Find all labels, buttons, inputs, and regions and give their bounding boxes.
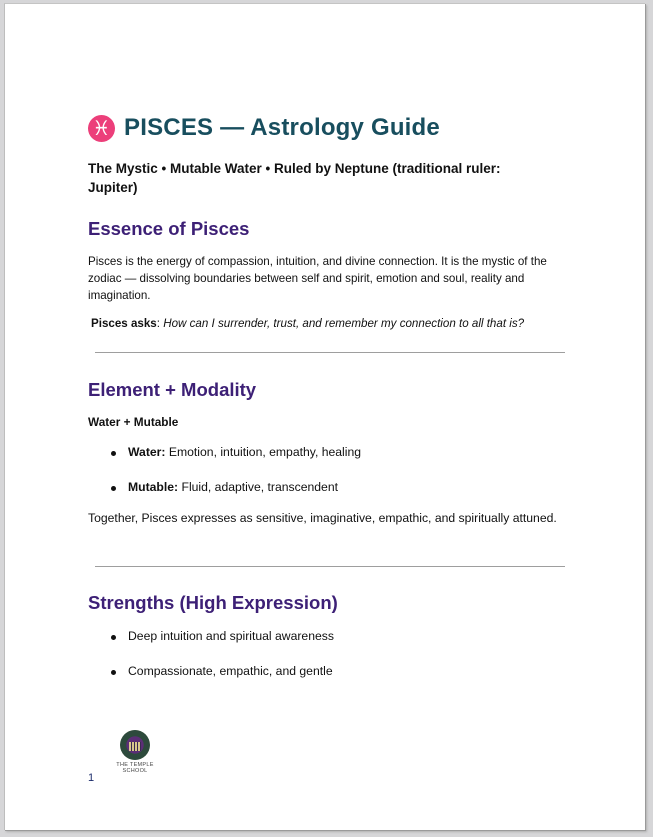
essence-paragraph: Pisces is the energy of compassion, intuition, and divine connection. It is the mystic of the zodiac — dissolving boundaries between self and spirit, emotion and soul, reality and imagination.	[88, 255, 547, 302]
heading-element-modality: Element + Modality	[88, 379, 257, 400]
pisces-asks-separator: :	[156, 317, 164, 330]
page-title-text: PISCES — Astrology Guide	[124, 114, 440, 141]
list-item: Water: Emotion, intuition, empathy, healing	[88, 444, 361, 479]
pisces-asks-label: Pisces asks	[91, 317, 157, 330]
heading-essence: Essence of Pisces	[88, 218, 250, 239]
element-subheading: Water + Mutable	[88, 415, 179, 429]
strengths-list	[88, 628, 334, 698]
list-item: Deep intuition and spiritual awareness	[88, 628, 334, 663]
page-number: 1	[88, 772, 95, 784]
divider	[95, 352, 565, 353]
list-item: Compassionate, empathic, and gentle	[88, 663, 334, 698]
pisces-asks-line	[91, 315, 524, 332]
element-list	[88, 444, 361, 514]
temple-school-logo	[110, 730, 160, 774]
logo-text: THE TEMPLE SCHOOL	[116, 762, 154, 774]
list-item: Mutable: Fluid, adaptive, transcendent	[88, 479, 361, 514]
element-summary: Together, Pisces expresses as sensitive, imaginative, empathic, and spiritually attuned.	[88, 511, 557, 525]
page-subtitle: The Mystic • Mutable Water • Ruled by Neptune (traditional ruler: Jupiter)	[88, 161, 501, 195]
temple-emblem-icon	[120, 730, 150, 760]
pisces-zodiac-icon: ♓	[88, 115, 115, 142]
divider	[95, 566, 565, 567]
page-title	[88, 114, 440, 142]
document-page	[4, 3, 645, 830]
pisces-asks-question: How can I surrender, trust, and remember my connection to all that is?	[163, 317, 525, 330]
heading-strengths: Strengths (High Expression)	[88, 592, 338, 613]
